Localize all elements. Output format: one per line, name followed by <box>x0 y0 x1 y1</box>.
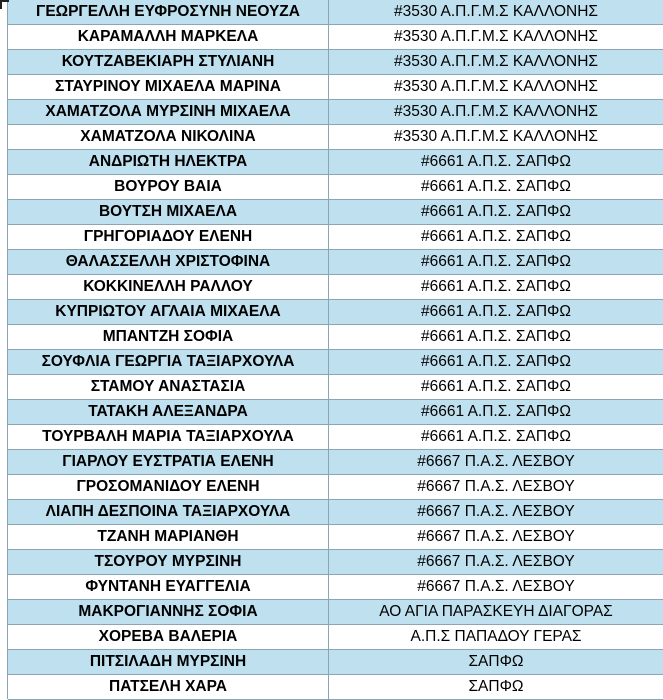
table-row[interactable] <box>8 675 663 700</box>
club-cell[interactable]: #6667 Π.Α.Σ. ΛΕΣΒΟΥ <box>417 528 575 545</box>
athlete-name-cell[interactable]: ΜΑΚΡΟΓΙΑΝΝΗΣ ΣΟΦΙΑ <box>8 600 329 624</box>
club-cell[interactable]: #3530 Α.Π.Γ.Μ.Σ ΚΑΛΛΟΝΗΣ <box>393 78 599 95</box>
club-cell[interactable]: ΣΑΠΦΩ <box>468 678 524 695</box>
athlete-name-cell[interactable]: ΛΙΑΠΗ ΔΕΣΠΟΙΝΑ ΤΑΞΙΑΡΧΟΥΛΑ <box>8 500 329 524</box>
club-cell[interactable]: ΣΑΠΦΩ <box>468 653 524 670</box>
club-cell[interactable]: #6661 Α.Π.Σ. ΣΑΠΦΩ <box>421 378 571 395</box>
table-row[interactable] <box>8 475 663 500</box>
row-header-strip <box>0 0 8 699</box>
table-row[interactable] <box>8 325 663 350</box>
athlete-name-cell[interactable]: ΜΠΑΝΤΖΗ ΣΟΦΙΑ <box>8 325 329 349</box>
club-cell[interactable]: #6667 Π.Α.Σ. ΛΕΣΒΟΥ <box>417 578 575 595</box>
athlete-name-cell[interactable]: ΤΣΟΥΡΟΥ ΜΥΡΣΙΝΗ <box>8 550 329 574</box>
athlete-name-cell[interactable]: ΘΑΛΑΣΣΕΛΛΗ ΧΡΙΣΤΟΦΙΝΑ <box>8 250 329 274</box>
table-row[interactable] <box>8 625 663 650</box>
table-row[interactable] <box>8 250 663 275</box>
table-row[interactable] <box>8 275 663 300</box>
athlete-name-cell[interactable]: ΠΙΤΣΙΛΑΔΗ ΜΥΡΣΙΝΗ <box>8 650 329 674</box>
table-row[interactable] <box>8 100 663 125</box>
club-cell[interactable]: #6661 Α.Π.Σ. ΣΑΠΦΩ <box>421 153 571 170</box>
table-row[interactable] <box>8 375 663 400</box>
club-cell[interactable]: #6661 Α.Π.Σ. ΣΑΠΦΩ <box>421 253 571 270</box>
athlete-name-cell[interactable]: ΤΟΥΡΒΑΛΗ ΜΑΡΙΑ ΤΑΞΙΑΡΧΟΥΛΑ <box>8 425 329 449</box>
athlete-name-cell[interactable]: ΓΡΟΣΟΜΑΝΙΔΟΥ ΕΛΕΝΗ <box>8 475 329 499</box>
athlete-name-cell[interactable]: ΧΑΜΑΤΖΟΛΑ ΜΥΡΣΙΝΗ ΜΙΧΑΕΛΑ <box>8 100 329 124</box>
club-cell[interactable]: #3530 Α.Π.Γ.Μ.Σ ΚΑΛΛΟΝΗΣ <box>393 103 599 120</box>
athlete-name-cell[interactable]: ΣΟΥΦΛΙΑ ΓΕΩΡΓΙΑ ΤΑΞΙΑΡΧΟΥΛΑ <box>8 350 329 374</box>
table-row[interactable] <box>8 425 663 450</box>
athlete-name-cell[interactable]: ΚΟΚΚΙΝΕΛΛΗ ΡΑΛΛΟΥ <box>8 275 329 299</box>
select-all-corner-icon[interactable] <box>0 0 10 10</box>
table-row[interactable] <box>8 400 663 425</box>
table-row[interactable] <box>8 75 663 100</box>
athlete-name-cell[interactable]: ΦΥΝΤΑΝΗ ΕΥΑΓΓΕΛΙΑ <box>8 575 329 599</box>
table-row[interactable] <box>8 0 663 25</box>
club-cell[interactable]: #6667 Π.Α.Σ. ΛΕΣΒΟΥ <box>417 553 575 570</box>
athlete-name-cell[interactable]: ΚΟΥΤΖΑΒΕΚΙΑΡΗ ΣΤΥΛΙΑΝΗ <box>8 50 329 74</box>
table-row[interactable] <box>8 200 663 225</box>
club-cell[interactable]: #6661 Α.Π.Σ. ΣΑΠΦΩ <box>421 403 571 420</box>
athlete-name-cell[interactable]: ΚΑΡΑΜΑΛΛΗ ΜΑΡΚΕΛΑ <box>8 25 329 49</box>
athlete-name-cell[interactable]: ΓΡΗΓΟΡΙΑΔΟΥ ΕΛΕΝΗ <box>8 225 329 249</box>
athlete-name-cell[interactable]: ΓΕΩΡΓΕΛΛΗ ΕΥΦΡΟΣΥΝΗ ΝΕΟΥΖΑ <box>8 0 329 24</box>
athlete-name-cell[interactable]: ΧΑΜΑΤΖΟΛΑ ΝΙΚΟΛΙΝΑ <box>8 125 329 149</box>
club-cell[interactable]: #6661 Α.Π.Σ. ΣΑΠΦΩ <box>421 428 571 445</box>
athlete-name-cell[interactable]: ΒΟΥΤΣΗ ΜΙΧΑΕΛΑ <box>8 200 329 224</box>
club-cell[interactable]: #6667 Π.Α.Σ. ΛΕΣΒΟΥ <box>417 478 575 495</box>
table-row[interactable] <box>8 225 663 250</box>
club-cell[interactable]: #6667 Π.Α.Σ. ΛΕΣΒΟΥ <box>417 453 575 470</box>
athlete-name-cell[interactable]: ΚΥΠΡΙΩΤΟΥ ΑΓΛΑΙΑ ΜΙΧΑΕΛΑ <box>8 300 329 324</box>
table-row[interactable] <box>8 600 663 625</box>
table-row[interactable] <box>8 550 663 575</box>
club-cell[interactable]: #6661 Α.Π.Σ. ΣΑΠΦΩ <box>421 228 571 245</box>
club-cell[interactable]: #6667 Π.Α.Σ. ΛΕΣΒΟΥ <box>417 503 575 520</box>
table-row[interactable] <box>8 125 663 150</box>
athlete-name-cell[interactable]: ΣΤΑΥΡΙΝΟΥ ΜΙΧΑΕΛΑ ΜΑΡΙΝΑ <box>8 75 329 99</box>
club-cell[interactable]: Α.Π.Σ ΠΑΠΑΔΟΥ ΓΕΡΑΣ <box>410 628 582 645</box>
club-cell[interactable]: #3530 Α.Π.Γ.Μ.Σ ΚΑΛΛΟΝΗΣ <box>393 53 599 70</box>
athlete-name-cell[interactable]: ΤΑΤΑΚΗ ΑΛΕΞΑΝΔΡΑ <box>8 400 329 424</box>
club-cell[interactable]: #3530 Α.Π.Γ.Μ.Σ ΚΑΛΛΟΝΗΣ <box>393 128 599 145</box>
table-row[interactable] <box>8 575 663 600</box>
club-cell[interactable]: #6661 Α.Π.Σ. ΣΑΠΦΩ <box>421 178 571 195</box>
athlete-name-cell[interactable]: ΠΑΤΣΕΛΗ ΧΑΡΑ <box>8 675 329 699</box>
table-row[interactable] <box>8 300 663 325</box>
club-cell[interactable]: #3530 Α.Π.Γ.Μ.Σ ΚΑΛΛΟΝΗΣ <box>393 3 599 20</box>
club-cell[interactable]: ΑΟ ΑΓΙΑ ΠΑΡΑΣΚΕΥΗ ΔΙΑΓΟΡΑΣ <box>379 603 613 620</box>
athlete-table <box>8 0 663 700</box>
table-row[interactable] <box>8 525 663 550</box>
table-row[interactable] <box>8 175 663 200</box>
athlete-name-cell[interactable]: ΓΙΑΡΛΟΥ ΕΥΣΤΡΑΤΙΑ ΕΛΕΝΗ <box>8 450 329 474</box>
club-cell[interactable]: #6661 Α.Π.Σ. ΣΑΠΦΩ <box>421 303 571 320</box>
athlete-name-cell[interactable]: ΧΟΡΕΒΑ ΒΑΛΕΡΙΑ <box>8 625 329 649</box>
athlete-name-cell[interactable]: ΤΖΑΝΗ ΜΑΡΙΑΝΘΗ <box>8 525 329 549</box>
club-cell[interactable]: #6661 Α.Π.Σ. ΣΑΠΦΩ <box>421 328 571 345</box>
athlete-name-cell[interactable]: ΒΟΥΡΟΥ ΒΑΙΑ <box>8 175 329 199</box>
table-row[interactable] <box>8 350 663 375</box>
club-cell[interactable]: #6661 Α.Π.Σ. ΣΑΠΦΩ <box>421 203 571 220</box>
athlete-name-cell[interactable]: ΑΝΔΡΙΩΤΗ ΗΛΕΚΤΡΑ <box>8 150 329 174</box>
table-row[interactable] <box>8 500 663 525</box>
table-row[interactable] <box>8 50 663 75</box>
club-cell[interactable]: #6661 Α.Π.Σ. ΣΑΠΦΩ <box>421 278 571 295</box>
table-row[interactable] <box>8 650 663 675</box>
club-cell[interactable]: #3530 Α.Π.Γ.Μ.Σ ΚΑΛΛΟΝΗΣ <box>393 28 599 45</box>
athlete-name-cell[interactable]: ΣΤΑΜΟΥ ΑΝΑΣΤΑΣΙΑ <box>8 375 329 399</box>
table-row[interactable] <box>8 450 663 475</box>
table-row[interactable] <box>8 25 663 50</box>
table-row[interactable] <box>8 150 663 175</box>
club-cell[interactable]: #6661 Α.Π.Σ. ΣΑΠΦΩ <box>421 353 571 370</box>
